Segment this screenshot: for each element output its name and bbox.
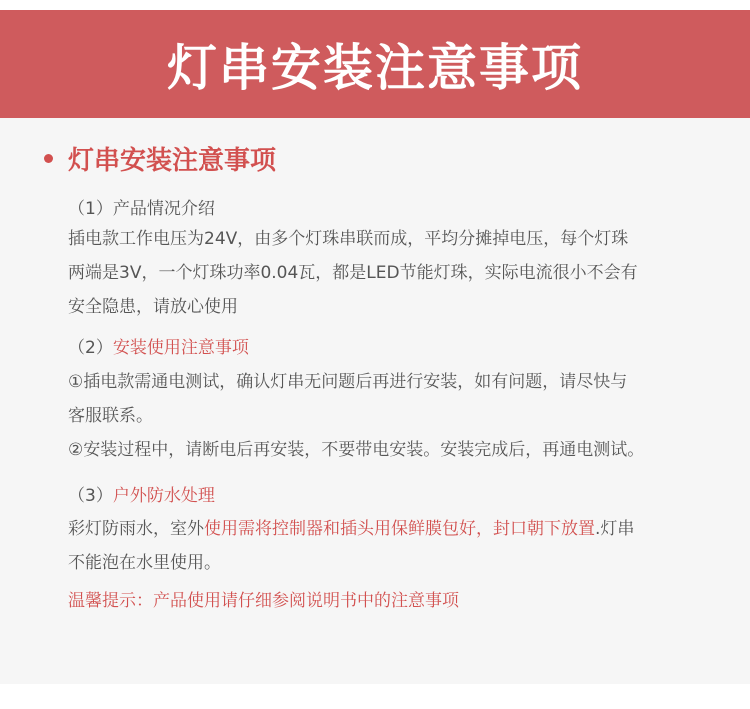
paragraph-product-intro bbox=[68, 222, 708, 324]
subheading-label: 安装使用注意事项 bbox=[112, 338, 249, 358]
paragraph-line: 两端是3V，一个灯珠功率0.04瓦，都是LED节能灯珠，实际电流很小不会有 bbox=[68, 263, 638, 283]
title-banner bbox=[0, 10, 750, 118]
paragraph-install-notes bbox=[68, 365, 708, 467]
paragraph-waterproof bbox=[68, 512, 708, 580]
paragraph-line bbox=[68, 512, 708, 546]
warm-tip: 温馨提示：产品使用请仔细参阅说明书中的注意事项 bbox=[68, 591, 459, 611]
subheading-label: 户外防水处理 bbox=[112, 486, 215, 506]
subheading-product-intro bbox=[68, 194, 708, 219]
bullet-dot-icon bbox=[44, 154, 53, 163]
paragraph-line: 不能泡在水里使用。 bbox=[68, 553, 221, 573]
banner-title: 灯串安装注意事项 bbox=[167, 39, 583, 97]
subheading-number: （3） bbox=[68, 486, 113, 506]
subheading-waterproof bbox=[68, 481, 708, 506]
section-title: 灯串安装注意事项 bbox=[68, 146, 277, 176]
section-heading bbox=[44, 140, 276, 177]
paragraph-line: ②安装过程中，请断电后再安装，不要带电安装。安装完成后，再通电测试。 bbox=[68, 440, 645, 460]
paragraph-line: 安全隐患，请放心使用 bbox=[68, 297, 238, 317]
subheading-label: 产品情况介绍 bbox=[112, 199, 215, 219]
text-highlight: 使用需将控制器和插头用保鲜膜包好，封口朝下放置 bbox=[204, 519, 595, 539]
subheading-install-notes bbox=[68, 333, 708, 358]
text-normal: .灯串 bbox=[595, 519, 635, 539]
paragraph-line: 插电款工作电压为24V，由多个灯珠串联而成，平均分摊掉电压，每个灯珠 bbox=[68, 229, 629, 249]
text-normal: 彩灯防雨水，室外 bbox=[68, 519, 204, 539]
paragraph-line: 客服联系。 bbox=[68, 406, 153, 426]
paragraph-line: ①插电款需通电测试，确认灯串无问题后再进行安装，如有问题，请尽快与 bbox=[68, 372, 628, 392]
subheading-number: （2） bbox=[68, 338, 113, 358]
subheading-number: （1） bbox=[68, 199, 113, 219]
